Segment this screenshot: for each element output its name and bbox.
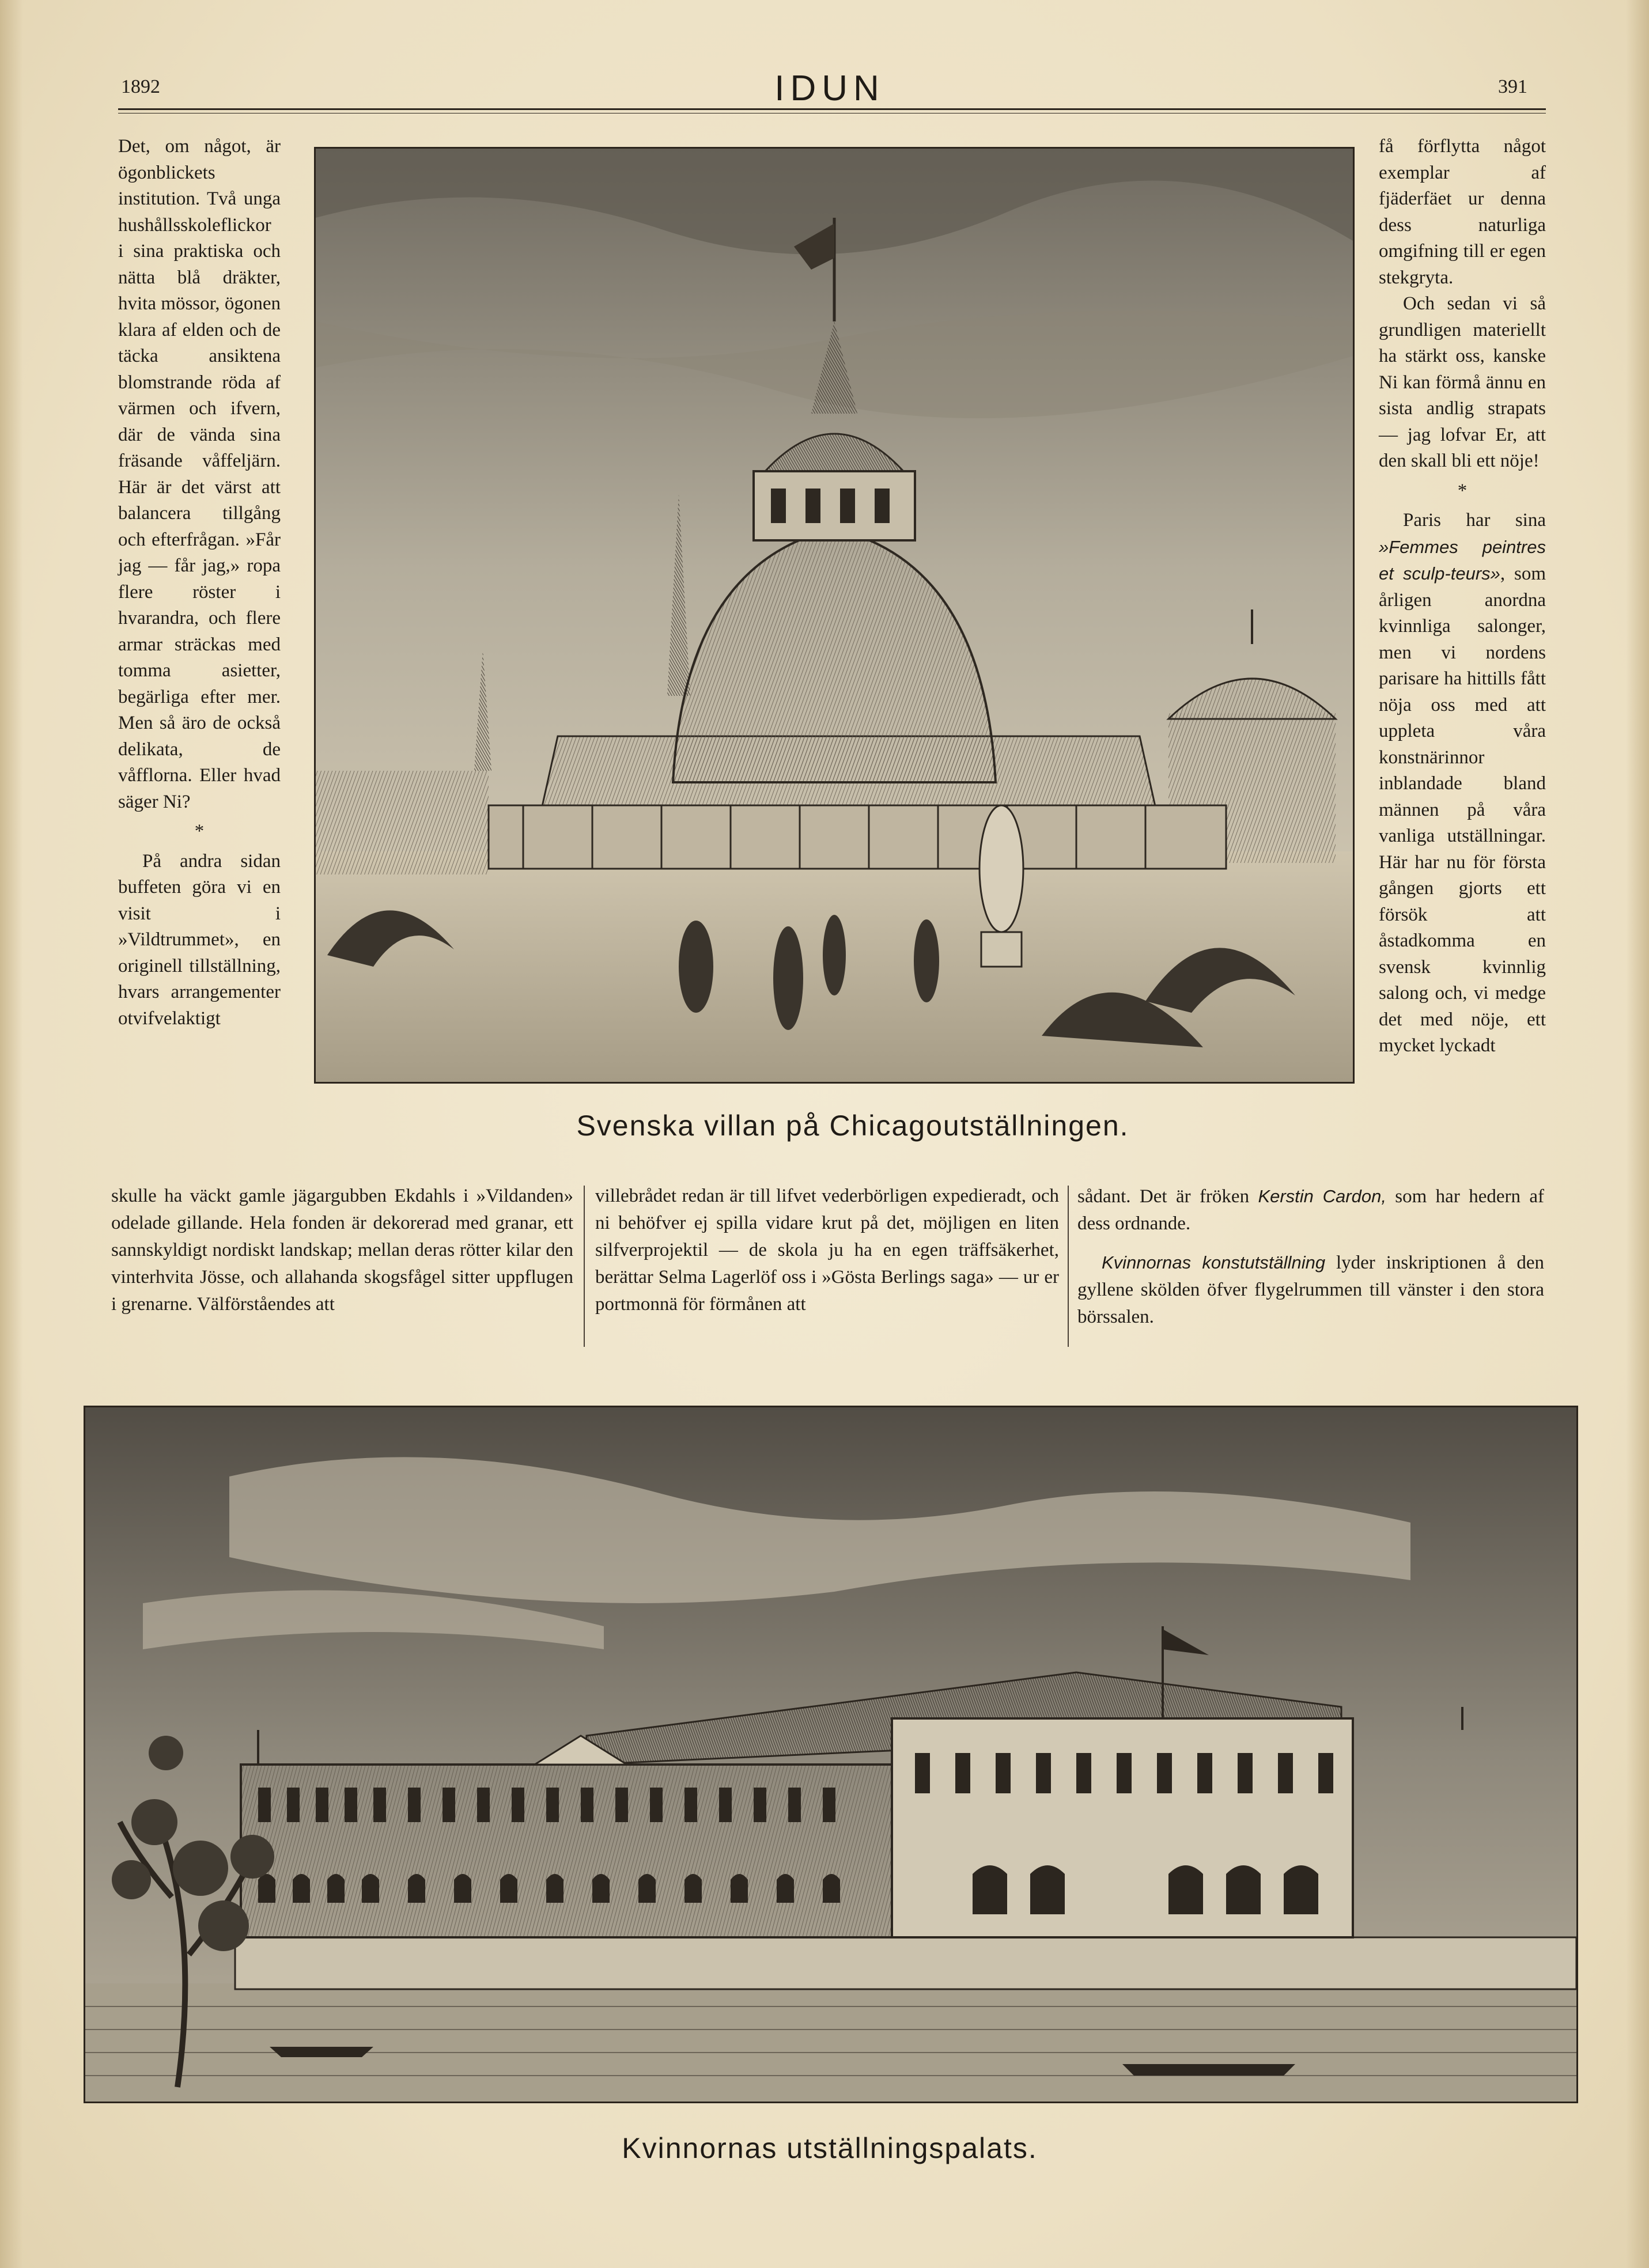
paragraph: Det, om något, är ögonblickets institution. Två unga hushållsskoleflickor i sina praktiska och nätta blå dräkter, hvita mössor, ögonen klara af elden och de täcka ansiktena blomstrande röda af värmen och ifvern, där de vända sina fräsande våffeljärn. Här är det värst att balancera tillgång och efterfrågan. »Får jag — får jag,» ropa flere röster i hvarandra, och flere armar sträckas med tomma asietter, begärliga efter mer. Men så äro de också delikata, de våfflorna. Eller hvad säger Ni? [118,136,281,812]
text-run: lyder inskriptionen å den gyllene skölden öfver flygelrummen till vänster i den stora börssalen. [1077,1252,1544,1327]
text-run: , som årligen anordna kvinnliga salonger, men vi nordens parisare ha hittills fått nöja oss med att uppleta våra konstnärinnor inblandade bland männen på våra vanliga utställningar. Här har nu för första gången gjorts ett försök att åstadkomma en svensk kvinnlig salong och, vi medge det med nöje, ett mycket lyckadt [1379,563,1546,1056]
header-year: 1892 [121,76,160,97]
italic-name: Kerstin Cardon, [1258,1186,1386,1206]
caption-top-figure: Svenska villan på Chicagoutställningen. [576,1110,1129,1142]
italic-title: Kvinnornas konstutställning [1102,1252,1326,1273]
bottom-middle-column [595,1183,1059,1318]
right-narrow-column [1379,134,1546,1059]
paragraph: få förflytta något exemplar af fjäderfäet ur denna dess naturliga omgifning till er egen stekgryta. [1379,136,1546,288]
text-run: som har hedern af dess ordnande. [1077,1186,1544,1234]
magazine-title: IDUN [774,69,885,108]
paragraph: På andra sidan buffeten göra vi en visit i »Vildtrummet», en originell tillställning, hvars arrangementer otvifvelaktigt [118,850,281,1029]
bottom-left-column [111,1183,573,1318]
column-divider [1068,1186,1069,1347]
paragraph [1077,1249,1544,1331]
caption-bottom-figure: Kvinnornas utställningspalats. [622,2132,1038,2164]
page-edge-left [0,0,23,2268]
palace-illustration [85,1407,1576,2102]
paragraph: skulle ha väckt gamle jägargubben Ekdahls i »Vildanden» odelade gillande. Hela fonden är dekorerad med granar, ett sannskyldigt nordiskt landskap; mellan deras rötter kilar den vinterhvita Jösse, och allahanda skogsfågel sitter uppflugen i grenarne. Välförståendes att [111,1186,573,1315]
page-number: 391 [1498,76,1527,97]
section-separator: * [1457,480,1468,501]
section-separator: * [194,821,205,842]
engraving-exhibition-palace [84,1406,1578,2103]
page-edge-right [1626,0,1649,2268]
text-run: sådant. Det är fröken [1077,1186,1258,1207]
header-rule [118,108,1546,110]
left-narrow-column [118,134,281,1032]
engraving-swedish-villa [314,147,1355,1084]
column-divider [584,1186,585,1347]
text-run: Paris har sina [1403,510,1546,531]
paragraph [1077,1183,1544,1237]
paragraph [1379,508,1546,1059]
villa-illustration [316,149,1353,1082]
bottom-right-column [1077,1183,1544,1331]
paragraph: villebrådet redan är till lifvet vederbörligen expedieradt, och ni behöfver ej spilla vidare krut på det, möjligen en liten silfverprojektil — de skola ju ha en egen träffsäkerhet, berättar Selma Lagerlöf oss i »Gösta Berlings saga» — ur er portmonnä för förmånen att [595,1186,1059,1315]
paragraph: Och sedan vi så grundligen materiellt ha stärkt oss, kanske Ni kan förmå ännu en sista andlig strapats — jag lofvar Er, att den skall bli ett nöje! [1379,293,1546,471]
italic-title: »Femmes peintres et sculp-teurs» [1379,536,1546,584]
